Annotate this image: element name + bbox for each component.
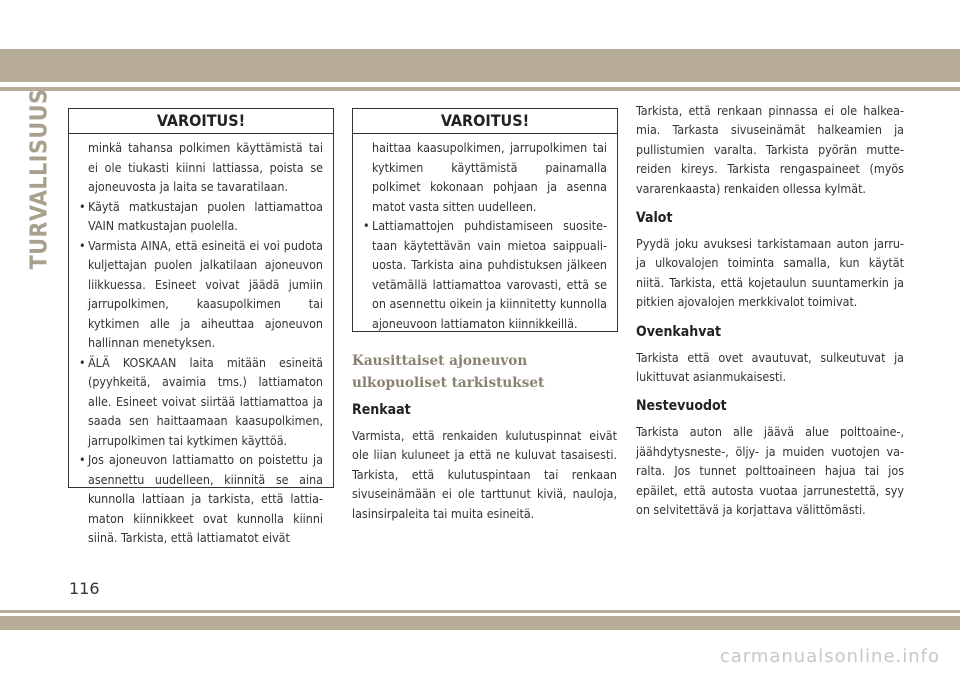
warning-box-2-body bbox=[353, 134, 617, 333]
paragraph-ovenkahvat: Tarkista että ovet avautuvat, sulkeutuvat ja lukittuvat asianmukaisesti. bbox=[636, 349, 904, 385]
paragraph-nestevuodot: Tarkista auton alle jäävä alue polttoaine-, jäähdytysneste-, öljy- ja muiden vuotojen varalta. Jos tunnet polttoaineen hajua tai jos epäilet, että autosta vuotaa jarrunestettä, syy on selvitettävä ja korjattava välittömästi. bbox=[636, 424, 904, 518]
heading-renkaat: Renkaat bbox=[352, 402, 411, 418]
watermark-text: carmanualsonline.info bbox=[719, 646, 940, 667]
column-middle bbox=[352, 350, 617, 533]
section-side-tab bbox=[24, 88, 54, 270]
warning-box-2 bbox=[352, 108, 618, 332]
warning-box-2-list bbox=[363, 216, 607, 333]
warning-bullet: • Varmista AINA, että esineitä ei voi pudota kuljettajan puolen jalkatilaan ajoneuvon liikkuessa. Esineet voivat jäädä jumiin jarrupolkimen, kaasupolkimen tai kytkimen alle ja aiheuttaa ajoneuvon hallinnan menetyksen. bbox=[79, 236, 323, 353]
paragraph-renkaat: Varmista, että renkaiden kulutuspinnat eivät ole liian kuluneet ja että ne kuluvat tasaisesti. Tarkista, että kulutuspintaan tai renkaan sivuseinämään ei ole tarttunut kiviä, nauloja, lasinsirpaleita tai muita esineitä. bbox=[352, 428, 617, 521]
warning-box-1-lead: minkä tahansa polkimen käyttämistä tai ei ole tiukasti kiinni lattiassa, poista se ajoneuvosta ja laita se tavaratilaan. bbox=[88, 140, 323, 194]
warning-box-2-title: VAROITUS! bbox=[353, 109, 617, 134]
footer-band bbox=[0, 616, 960, 630]
paragraph-renkaat-continued: Tarkista, että renkaan pinnassa ei ole halkeamia. Tarkasta sivuseinämät halkeamien ja pullistumien varalta. Tarkista pyörän muttereiden kireys. Tarkista rengaspaineet (myös vararenkaasta) renkaiden ollessa kylmät. bbox=[636, 103, 904, 196]
warning-box-1-list bbox=[79, 197, 323, 548]
section-heading: Kausittaiset ajoneuvon ulkopuoliset tarkistukset bbox=[352, 353, 545, 391]
warning-box-2-lead: haittaa kaasupolkimen, jarrupolkimen tai kytkimen käyttämistä painamalla polkimet kokonaan pohjaan ja asenna matot vasta sitten uudelleen. bbox=[372, 140, 607, 214]
paragraph-valot: Pyydä joku avuksesi tarkistamaan auton jarru- ja ulkovalojen toiminta samalla, kun käytät niitä. Tarkista, että kojetaulun suuntamerkin ja pitkien ajovalojen merkkivalot toimivat. bbox=[636, 236, 904, 310]
warning-bullet: • ÄLÄ KOSKAAN laita mitään esineitä (pyyhkeitä, avaimia tms.) lattiamaton alle. Esineet voivat siirtää lattiamattoa ja saada sen haittaamaan kaasupolkimen, jarrupolkimen tai kytkimen käyttöä. bbox=[79, 353, 323, 451]
page-number: 116 bbox=[69, 579, 100, 598]
warning-box-1-title: VAROITUS! bbox=[69, 109, 333, 134]
warning-box-1 bbox=[68, 108, 334, 545]
column-right bbox=[636, 101, 904, 530]
heading-ovenkahvat: Ovenkahvat bbox=[636, 323, 721, 340]
heading-valot: Valot bbox=[636, 210, 673, 227]
warning-box-1-body bbox=[69, 134, 333, 548]
section-side-tab-label: TURVALLISUUS bbox=[26, 88, 53, 270]
heading-nestevuodot: Nestevuodot bbox=[636, 398, 727, 415]
warning-bullet: • Lattiamattojen puhdistamiseen suositetaan käytettävän vain mietoa saippualiuosta. Tarkista aina puhdistuksen jälkeen vetämällä lattiamattoa varovasti, että se on asennettu oikein ja kiinnitetty kunnolla ajoneuvoon lattiamaton kiinnikkeillä. bbox=[363, 216, 607, 333]
warning-bullet: • Jos ajoneuvon lattiamatto on poistettu ja asennettu uudelleen, kiinnitä se aina kunnolla lattiaan ja tarkista, että lattiamaton kiinnikkeet ovat kunnolla kiinni siinä. Tarkista, että lattiamatot eivät bbox=[79, 450, 323, 548]
footer-rule bbox=[0, 610, 960, 613]
header-band bbox=[0, 49, 960, 82]
warning-bullet: • Käytä matkustajan puolen lattiamattoa VAIN matkustajan puolella. bbox=[79, 197, 323, 236]
header-rule bbox=[0, 87, 960, 91]
